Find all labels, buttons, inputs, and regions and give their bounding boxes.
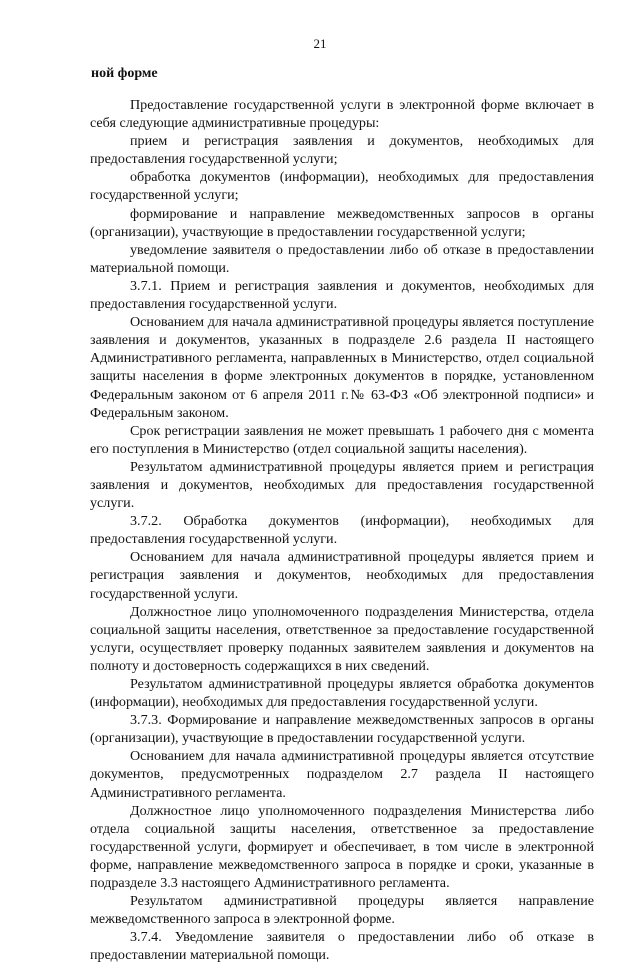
- procedure-list-item-requests: формирование и направление межведомственных запросов в органы (организации), участвующие в предоставлении государственной услуги;: [90, 205, 594, 240]
- paragraph-3-7-2-basis: Основанием для начала административной процедуры является прием и регистрация заявления и документов, необходимых для предоставления государственной услуги.: [90, 549, 594, 602]
- paragraph-3-7-1-result: Результатом административной процедуры является прием и регистрация заявления и документов, необходимых для предоставления государственной услуги.: [90, 458, 594, 512]
- paragraph-3-7-3-basis: Основанием для начала административной процедуры является отсутствие документов, предусмотренных подразделом 2.7 раздела II настоящего Административного регламента.: [90, 748, 594, 801]
- body-text: [90, 96, 594, 965]
- paragraph-3-7-2-check: Должностное лицо уполномоченного подразделения Министерства, отдела социальной защиты населения, ответственное за предоставление государственной услуги, осуществляет проверку поданных заявителем заявления и документов на полноту и достоверность содержащихся в них сведений.: [90, 603, 594, 674]
- procedure-list-item-reception: прием и регистрация заявления и документов, необходимых для предоставления государственной услуги;: [90, 133, 594, 168]
- paragraph-intro: Предоставление государственной услуги в электронной форме включает в себя следующие административные процедуры:: [90, 97, 594, 132]
- paragraph-3-7-2-result: Результатом административной процедуры является обработка документов (информации), необходимых для предоставления государственной услуги.: [90, 676, 594, 711]
- paragraph-3-7-1-basis: Основанием для начала административной процедуры является поступление заявления и документов, указанных в подразделе 2.6 раздела II настоящего Административного регламента, направленных в Министерство, отдел социальной защиты населения в форме электронных документов в порядке, установленном Федеральным законом от 6 апреля 2011 г.№ 63-ФЗ «Об электронной подписи» и Федеральным законом.: [90, 314, 594, 421]
- procedure-list-item-processing: обработка документов (информации), необходимых для предоставления государственной услуги;: [90, 169, 594, 204]
- page-number: 21: [313, 36, 327, 51]
- subsection-3-7-1-title: 3.7.1. Прием и регистрация заявления и документов, необходимых для предоставления государственной услуги.: [90, 277, 594, 313]
- paragraph-3-7-1-term: Срок регистрации заявления не может превышать 1 рабочего дня с момента его поступления в Министерство (отдел социальной защиты населения).: [90, 422, 594, 457]
- section-heading-fragment: ной форме: [91, 66, 158, 81]
- subsection-3-7-2-title: 3.7.2. Обработка документов (информации), необходимых для предоставления государственной услуги.: [90, 513, 594, 548]
- subsection-3-7-4-title: 3.7.4. Уведомление заявителя о предоставлении либо об отказе в предоставлении материальной помощи.: [90, 929, 594, 964]
- paragraph-3-7-3-result: Результатом административной процедуры является направление межведомственного запроса в электронной форме.: [90, 893, 594, 928]
- subsection-3-7-3-title: 3.7.3. Формирование и направление межведомственных запросов в органы (организации), участвующие в предоставлении государственной услуги.: [90, 712, 594, 747]
- paragraph-3-7-3-request: Должностное лицо уполномоченного подразделения Министерства либо отдела социальной защиты населения, ответственное за предоставление государственной услуги, формирует и обеспечивает, в том числе в электронной форме, направление межведомственного запроса в порядке и сроки, указанные в подразделе 3.3 настоящего Административного регламента.: [90, 802, 594, 892]
- procedure-list-item-notification: уведомление заявителя о предоставлении либо об отказе в предоставлении материальной помощи.: [90, 241, 594, 276]
